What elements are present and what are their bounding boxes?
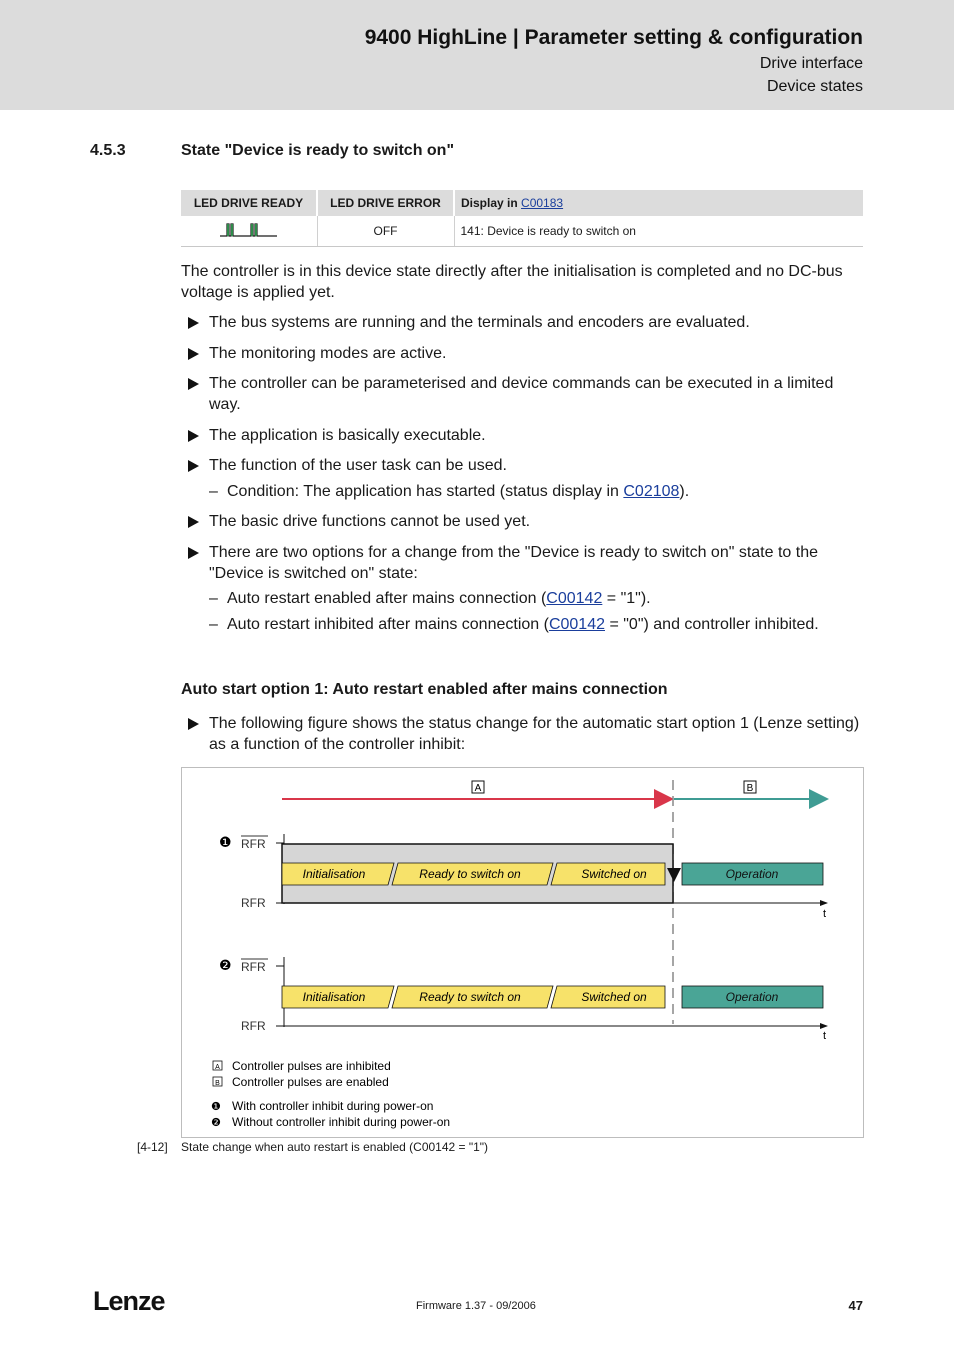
legend-b-key: B [215, 1080, 220, 1087]
page-number: 47 [848, 1298, 863, 1313]
bullet-item: The function of the user task can be used. [188, 455, 864, 476]
sub-bullet-item: – Auto restart enabled after mains connection (C00142 = "1"). [209, 590, 651, 607]
section-subtitle: Device states [766, 78, 863, 95]
firmware-version: Firmware 1.37 - 09/2006 [416, 1300, 536, 1312]
bullet-item: The bus systems are running and the terminals and encoders are evaluated. [188, 312, 864, 333]
rfr-label-2: RFR [241, 1019, 266, 1033]
link-c00142[interactable]: C00142 [546, 590, 603, 607]
legend-1-key: ❶ [211, 1101, 221, 1113]
sub-bullet-item: – Condition: The application has started (status display in C02108). [209, 483, 690, 500]
bullet-triangle-icon [188, 516, 199, 528]
legend-a-key: A [215, 1064, 220, 1071]
document-title: 9400 HighLine | Parameter setting & configuration [364, 26, 863, 49]
bullet-triangle-icon [188, 317, 199, 329]
bullet-triangle-icon [188, 547, 199, 559]
svg-text:Switched on: Switched on [581, 867, 647, 881]
subheading: Auto start option 1: Auto restart enabled after mains connection [181, 681, 668, 698]
intro-paragraph: The controller is in this device state directly after the initialisation is completed and no DC-bus voltage is applied yet. [181, 263, 843, 301]
svg-text:Operation: Operation [725, 990, 779, 1004]
display-value: 141: Device is ready to switch on [454, 216, 863, 247]
svg-text:Initialisation: Initialisation [302, 867, 366, 881]
figure-caption [137, 1140, 489, 1154]
t-label-1: t [823, 908, 827, 920]
svg-text:Ready to switch on: Ready to switch on [419, 867, 521, 881]
marker-2: ❷ [219, 957, 232, 973]
legend-1-text: With controller inhibit during power-on [232, 1099, 434, 1113]
bullet-item: The following figure shows the status change for the automatic start option 1 (Lenze setting) as a function of the controller inhibit: [188, 713, 864, 755]
bullet-item: The basic drive functions cannot be used yet. [188, 511, 864, 532]
bullet-item: The application is basically executable. [188, 425, 864, 446]
svg-text:Operation: Operation [725, 867, 779, 881]
led-status-table [181, 190, 863, 247]
link-c02108[interactable]: C02108 [623, 483, 680, 500]
caption-number: [4-12] [137, 1140, 168, 1154]
svg-text:Initialisation: Initialisation [302, 990, 366, 1004]
state-change-figure [181, 767, 864, 1138]
label-b: B [746, 783, 754, 794]
page-header [0, 0, 954, 110]
legend-a-text: Controller pulses are inhibited [232, 1059, 391, 1073]
bullet-triangle-icon [188, 460, 199, 472]
legend-b-text: Controller pulses are enabled [232, 1075, 389, 1089]
led-blink-pattern-icon [219, 221, 279, 239]
bullet-triangle-icon [188, 430, 199, 442]
rfr-bar-label-1: RFR [241, 837, 266, 851]
rfr-label-1: RFR [241, 896, 266, 910]
header-led-drive-error: LED DRIVE ERROR [317, 190, 454, 216]
state-diagram [182, 768, 863, 1137]
chapter-subtitle: Drive interface [759, 55, 863, 72]
legend-2-text: Without controller inhibit during power-on [232, 1115, 451, 1129]
header-display: Display in C00183 [454, 190, 863, 216]
sub-bullet-item: – Auto restart inhibited after mains connection (C00142 = "0") and controller inhibited. [209, 616, 819, 633]
link-c00142[interactable]: C00142 [548, 616, 605, 633]
bullet-triangle-icon [188, 348, 199, 360]
t-label-2: t [823, 1030, 827, 1042]
bullet-triangle-icon [188, 378, 199, 390]
bullet-item: The controller can be parameterised and device commands can be executed in a limited way. [188, 373, 864, 415]
label-a: A [474, 783, 482, 794]
marker-1: ❶ [219, 834, 232, 850]
legend-2-key: ❷ [211, 1117, 221, 1129]
header-led-drive-ready: LED DRIVE READY [181, 190, 317, 216]
svg-text:Ready to switch on: Ready to switch on [419, 990, 521, 1004]
section-number: 4.5.3 [90, 142, 126, 159]
section-title: State "Device is ready to switch on" [181, 142, 455, 159]
svg-text:Switched on: Switched on [581, 990, 647, 1004]
link-c00183[interactable]: C00183 [521, 196, 564, 210]
bullet-item: There are two options for a change from the "Device is ready to switch on" state to the "Device is switched on" state: [188, 542, 864, 584]
bullet-triangle-icon [188, 718, 199, 730]
bullet-item: The monitoring modes are active. [188, 343, 864, 364]
led-ready-pattern-cell [181, 216, 317, 247]
led-error-value: OFF [317, 216, 454, 247]
lenze-logo: Lenze [93, 1286, 165, 1316]
rfr-bar-label-2: RFR [241, 960, 266, 974]
caption-text: State change when auto restart is enabled (C00142 = "1") [181, 1140, 489, 1154]
